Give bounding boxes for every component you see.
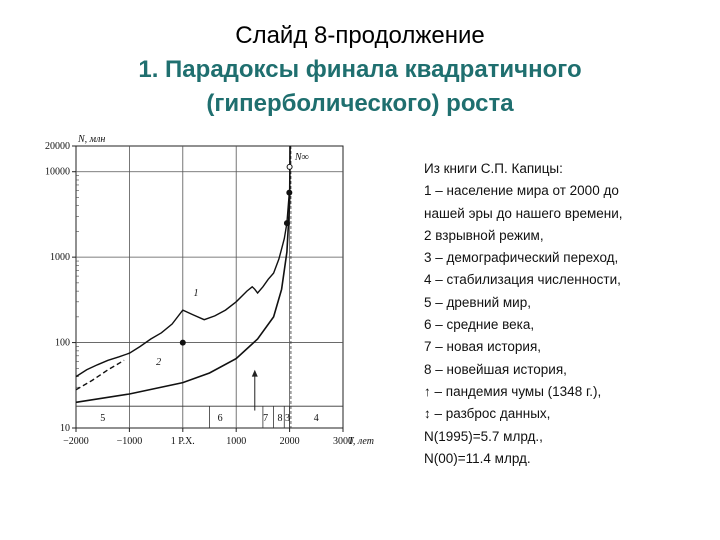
note-source: Из книги С.П. Капицы:	[424, 161, 563, 176]
note-item: 4 – стабилизация численности,	[424, 272, 621, 288]
note-item: 3 – демографический переход,	[424, 250, 619, 266]
slide-title: Слайд 8-продолжение	[235, 22, 485, 49]
slide-heading-line-1: 1. Парадоксы финала квадратичного	[138, 56, 582, 83]
slide-heading-line-2: (гиперболического) роста	[206, 90, 514, 117]
data-point	[287, 164, 292, 169]
data-point	[284, 221, 289, 226]
era-label: 3	[284, 413, 290, 425]
curve-label-2: 2	[156, 356, 162, 368]
curve-label-1: 1	[193, 288, 199, 300]
y-tick-label: 20000	[45, 141, 70, 152]
era-label: 8	[277, 413, 283, 425]
x-axis-label: T, лет	[348, 436, 374, 447]
data-point	[287, 190, 292, 195]
x-tick-label: 3000	[333, 436, 353, 447]
note-item: N(00)=11.4 млрд.	[424, 450, 531, 466]
note-item: ↑ – пандемия чумы (1348 г.),	[424, 383, 602, 399]
y-tick-label: 1000	[50, 252, 70, 264]
x-tick-label: 1000	[226, 436, 247, 447]
note-item: N(1995)=5.7 млрд.,	[424, 428, 543, 444]
note-item: нашей эры до нашего времени,	[424, 205, 623, 221]
era-label: 7	[263, 413, 269, 425]
series-line	[76, 360, 124, 390]
population-chart	[28, 128, 408, 458]
x-tick-label: 1 Р.Х.	[170, 436, 195, 447]
asymptote-label: N∞	[294, 152, 309, 163]
note-item: 8 – новейшая история,	[424, 361, 567, 377]
plot-frame	[76, 146, 343, 428]
y-axis-label: N, млн	[78, 134, 106, 145]
era-label: 4	[313, 413, 319, 425]
note-item: 2 взрывной режим,	[424, 227, 544, 243]
note-item: 1 – население мира от 2000 до	[424, 183, 619, 199]
note-item: 6 – средние века,	[424, 317, 535, 333]
y-tick-label: 100	[55, 337, 70, 349]
note-item: 7 – новая история,	[424, 339, 542, 355]
note-item: 5 – древний мир,	[424, 294, 531, 310]
era-label: 5	[100, 413, 106, 425]
notes-list	[424, 158, 714, 470]
plague-arrow-head	[252, 370, 258, 377]
x-tick-label: −1000	[116, 436, 143, 447]
x-tick-label: −2000	[63, 436, 89, 447]
era-label: 6	[217, 413, 223, 425]
x-tick-label: 2000	[279, 436, 300, 447]
y-tick-label: 10	[60, 423, 70, 434]
data-point	[180, 340, 185, 345]
y-tick-label: 10000	[45, 166, 70, 178]
note-item: ↕ – разброс данных,	[424, 406, 551, 422]
